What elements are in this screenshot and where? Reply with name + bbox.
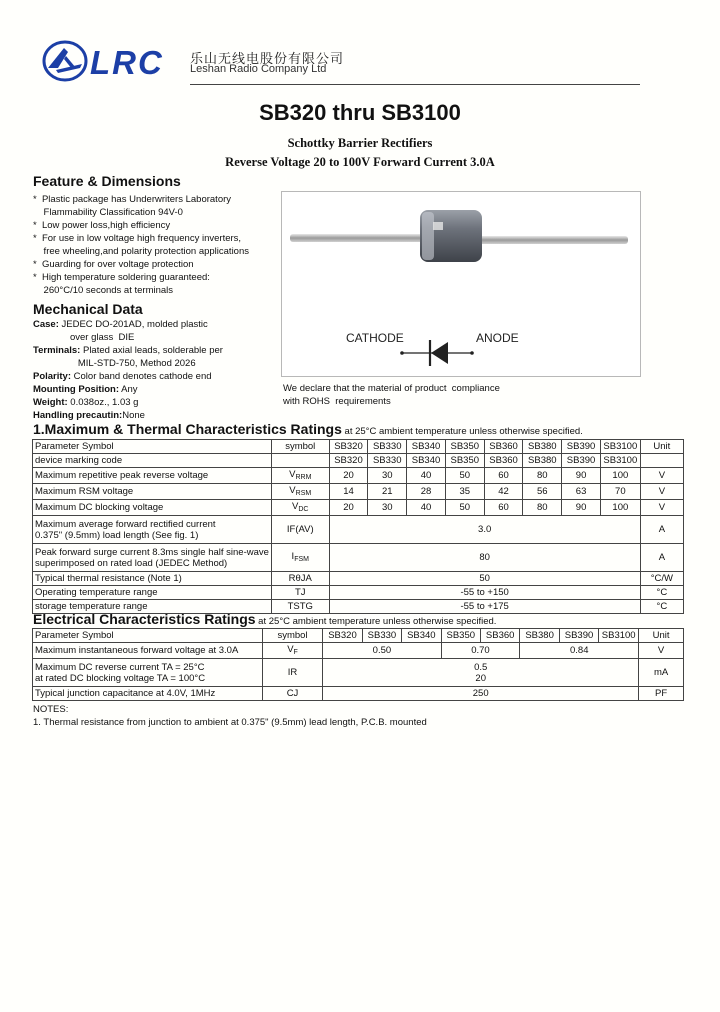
table-row: Typical thermal resistance (Note 1) RθJA 50 °C/W	[33, 572, 684, 586]
mech-line-weight: Weight: 0.038oz., 1.03 g	[33, 397, 139, 408]
product-figure	[281, 191, 641, 377]
subtitle-ratings: Reverse Voltage 20 to 100V Forward Current 3.0A	[225, 155, 495, 169]
document-title: SB320 thru SB3100	[259, 100, 461, 125]
diode-component-image	[290, 210, 628, 262]
max-thermal-ratings-table	[32, 439, 684, 614]
declaration-line: with ROHS requirements	[283, 396, 391, 407]
notes-heading: NOTES:	[33, 704, 69, 715]
mech-line-handling: Handling precautin:None	[33, 410, 145, 421]
feature-line: * Plastic package has Underwriters Laboratory	[33, 194, 232, 205]
mechanical-heading: Mechanical Data	[33, 301, 143, 317]
note-1: 1. Thermal resistance from junction to ambient at 0.375" (9.5mm) lead length, P.C.B. mounted	[33, 717, 427, 728]
table-header-row: Parameter Symbol symbol SB320 SB330 SB340 SB350 SB360 SB380 SB390 SB3100 Unit	[33, 440, 684, 454]
company-name-en: Leshan Radio Company Ltd	[190, 63, 327, 75]
feature-line: * For use in low voltage high frequency inverters,	[33, 233, 242, 244]
table-row: Maximum repetitive peak reverse voltage $V_{RRM}$ 20 30 40 50 60 80 90 100 V	[33, 468, 684, 484]
mech-line-terminals: Terminals: Plated axial leads, solderable per	[33, 345, 223, 356]
mechanical-list	[33, 318, 223, 422]
mech-line-polarity: Polarity: Color band denotes cathode end	[33, 371, 212, 382]
subtitle-product: Schottky Barrier Rectifiers	[287, 136, 433, 150]
mech-line-case-cont: over glass DIE	[33, 332, 135, 343]
table-row: Maximum DC blocking voltage $V_{DC}$ 20 30 40 50 60 80 90 100 V	[33, 500, 684, 516]
diode-symbol	[400, 340, 474, 366]
logo-text: LRC	[90, 44, 164, 81]
feature-line: free wheeling,and polarity protection applications	[33, 246, 249, 257]
table-row: Peak forward surge current 8.3ms single half sine-wave superimposed on rated load (JEDEC Method) $I_{FSM}$ 80 A	[33, 544, 684, 572]
feature-line: * Guarding for over voltage protection	[33, 259, 194, 270]
feature-line: * High temperature soldering guaranteed:	[33, 272, 210, 283]
feature-line: Flammability Classification 94V-0	[33, 207, 183, 218]
features-heading: Feature & Dimensions	[33, 173, 181, 189]
table-row: Maximum average forward rectified current 0.375" (9.5mm) load length (See fig. 1) IF(AV) 3.0 A	[33, 516, 684, 544]
table-row: Typical junction capacitance at 4.0V, 1MHz CJ 250 PF	[33, 687, 684, 701]
declaration-line: We declare that the material of product compliance	[283, 383, 500, 394]
table-row: Maximum instantaneous forward voltage at 3.0A $V_F$ 0.50 0.70 0.84 V	[33, 643, 684, 659]
features-list	[33, 193, 249, 297]
table-row: storage temperature range TSTG -55 to +175 °C	[33, 600, 684, 614]
notes	[33, 703, 427, 729]
header-divider	[190, 84, 640, 85]
mech-line-mounting: Mounting Position: Any	[33, 384, 138, 395]
company-logo	[42, 38, 184, 84]
cathode-label: CATHODE	[346, 331, 404, 345]
feature-line: * Low power loss,high efficiency	[33, 220, 171, 231]
table-header-row: Parameter Symbol symbol SB320 SB330 SB340 SB350 SB360 SB380 SB390 SB3100 Unit	[33, 629, 684, 643]
company-name-cn: 乐山无线电股份有限公司	[190, 51, 345, 66]
mech-line-case: Case: JEDEC DO-201AD, molded plastic	[33, 319, 208, 330]
table-row: Maximum DC reverse current TA = 25°C at rated DC blocking voltage TA = 100°C IR 0.5 20 mA	[33, 659, 684, 687]
mech-line-terminals-cont: MIL-STD-750, Method 2026	[33, 358, 196, 369]
feature-line: 260°C/10 seconds at terminals	[33, 285, 174, 296]
anode-label: ANODE	[476, 331, 519, 345]
table-row: Maximum RSM voltage $V_{RSM}$ 14 21 28 35 42 56 63 70 V	[33, 484, 684, 500]
table-row: device marking code SB320 SB330 SB340 SB350 SB360 SB380 SB390 SB3100	[33, 454, 684, 468]
table1-title: 1.Maximum & Thermal Characteristics Ratings at 25°C ambient temperature unless otherwise specified.	[33, 421, 583, 437]
table-row: Operating temperature range TJ -55 to +150 °C	[33, 586, 684, 600]
table2-title: Electrical Characteristics Ratings at 25°C ambient temperature unless otherwise specified.	[33, 611, 497, 627]
rohs-declaration	[283, 382, 500, 408]
electrical-ratings-table	[32, 628, 684, 701]
